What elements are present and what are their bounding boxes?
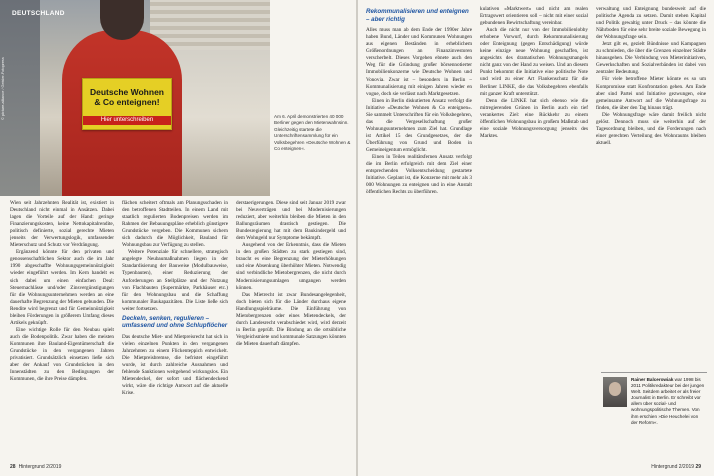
paragraph: Einen in Berlin diskutierten Ansatz verfolgt die Initiative »Deutsche Wohnen & Co enteignen«. Sie sammelt Unterschriften für ein Volksbegehren, das die Vergesellschaftung großer Wohnungsunternehmen zum Ziel hat. Grundlage ist Artikel 15 des Grundgesetzes, der die Überführung von Grund und Boden in Gemeineigentum ermöglicht.	[366, 97, 472, 153]
photo-background-left	[0, 0, 40, 196]
author-box	[601, 372, 707, 453]
paragraph: Ergänzend könnte für den privaten und genossenschaftlichen Sektor auch die im Jahr 1990 abgeschaffte Wohnungsgemeinnützigkeit wieder eingeführt werden. Im Kern handelt es sich dabei um einen einfachen Deal: Steuernachlässe und/oder Zinsvergünstigungen für die Wohnungsunternehmen werden an eine dauerhafte Begrenzung der Mieten gebunden. Die Rendite wird begrenzt und für Gemeinnützigkeit bleiben Förderungen in größerem Umfang dieses Artikels geknüpft.	[10, 249, 114, 326]
photo-credit: © picture-alliance / Geisler-Fotopress	[1, 57, 5, 120]
protest-sign-strip-text: Hier unterschreiben	[100, 117, 154, 123]
protest-sign	[82, 78, 172, 130]
author-face	[609, 382, 621, 396]
paragraph: Eine wichtige Rolle für den Neubau spielt auch die Bodenpolitik. Zwar haben die meisten Kommunen ihre Bauland-Eigentümerschaft die Grundstücke in den vergangenen Jahren privatisiert. Grundsätzlich einsetzen ließe sich aber der Ankauf von Grundstücken in den Innenstädten zu den Bedingungen der Kommunen, die ihre Preise dämpfen.	[10, 326, 114, 383]
right-column-2	[480, 6, 588, 458]
right-column-3	[596, 6, 706, 366]
page-number: 29	[695, 464, 701, 470]
issue-label: Hintergrund 2/2019	[651, 464, 695, 470]
left-column-3	[236, 200, 346, 458]
paragraph: Die Wohnungsfrage wäre damit freilich nicht gelöst. Dennoch muss sie weiterhin auf der Tagesordnung bleiben, und die Forderungen nach einer gerechten Verteilung des Wohnraums bleiben aktuell.	[596, 111, 706, 146]
paragraph: Einen in Teilen realitätsfernen Ansatz verfolgt die im Berlin erfolgreich mit dem Ziel einer entsprechenden Volksentscheidung gestartete Initiative. Geplant ist, die Konzerne mit mehr als 3 000 Wohnungen zu enteignen und in eine Anstalt öffentlichen Rechts zu überführen.	[366, 154, 472, 196]
paragraph: Jetzt gilt es, gezielt Bündnisse und Kampagnen zu schmieden, die über die Grenzen einzelner Städte hinausgehen. Die Verbindung von Mieterinitiativen, Gewerkschaften und Sozialverbänden ist dabei von zentraler Bedeutung.	[596, 41, 706, 76]
right-page	[358, 0, 714, 476]
paragraph: Auch die nicht nur von der Immobilienlobby erhobene Vorwurf, durch Rekommunalisierung oder Enteignung (gegen Entschädigung) würde keine einzige neue Wohnung geschaffen, ist angesichts des dramatischen Wohnungsmangels nicht ganz von der Hand zu weisen. Und an diesem Punkt bekommt die Initiative eine politische Note und wird zu einer Art Flankenschutz für die Berliner LINKE, die das Volksbegehren ebenfalls mit ganzer Kraft unterstützt.	[480, 27, 588, 97]
paragraph: Wien seit Jahrzehnten Realität ist, existiert in Deutschland nicht einmal in Ansätzen. Dabei lagen die Vorteile auf der Hand: geringe Finanzierungskosten, keine Nettokapitalrendite, politisch definierte, sozial gerechte Mieten jenseits der Verwertungslogik, umfassender Mieterschutz und Schutz vor Verdrängung.	[10, 200, 114, 249]
paragraph: kulativen »Marktwert« und nicht am realen Ertragswert orientieren soll – nicht mit einer sozial gebundenen Bewirtschaftung vereinbar.	[480, 6, 588, 27]
left-column-1	[10, 200, 114, 458]
left-page	[0, 0, 356, 476]
issue-label: Hintergrund 2/2019	[18, 464, 62, 470]
paragraph: Für viele betroffene Mieter könnte es so um Kompromisse statt Konfrontation gehen. Am Ende aber sind Partei und Initiative gezwungen, eine gemeinsame Antwort auf die Wohnungsfrage zu finden, die über den Tag hinaus trägt.	[596, 76, 706, 111]
paragraph: flächen scheitert oftmals am Planungsschaden in den betroffenen Stadtteilen. In einem Land mit staatlich regulierten Bodenpreisen werden im Rahmen der Bebauungspläne erheblich günstigere Grundstücke vergeben. Die Kommunen sichern sich dadurch die Möglichkeit, Bauland für Wohnungsbau zur Verfügung zu stellen.	[122, 200, 228, 249]
right-column-1	[366, 6, 472, 458]
paragraph: derstaerigerungen. Diese sind seit Januar 2019 zwar bei Neuverträgen und bei Modernisierungen reduziert, aber weiterhin bleiben die Mieten in den Ballungsräumen drastisch gestiegen. Die Bundesregierung hat mit dem Baukindergeld und dem Wohngeld nur Symptome bekämpft.	[236, 200, 346, 242]
protest-sign-text: Deutsche Wohnen & Co enteignen!	[90, 87, 164, 107]
page-footer-right	[651, 464, 704, 470]
demonstration-photo	[0, 0, 270, 196]
paragraph: Das Mietrecht ist zwar Bundesangelegenheit, doch bieten sich für die Länder durchaus eigene Handlungsspielräume. Die Einführung von Mietobergrenzen oder eines Mietendeckels, der durch Landesrecht verabschiedet wird, wird derzeit in Berlin geprüft. Die Bindung an die ortsübliche Vergleichsmiete und kommunale Satzungen könnten die Mieten dauerhaft dämpfen.	[236, 291, 346, 347]
page-footer-left	[10, 464, 61, 470]
page-number: 28	[10, 464, 16, 470]
paragraph: Alles muss man ab dem Ende der 1990er Jahre haben Bund, Länder und Kommunen Wohnungen aus eigenen Beständen in erheblichem Größenordnungen an Finanzinvestoren verscherbelt. Dieses Vorgehen ebnete auch den Weg für die Gründung großer börsennotierter Immobilienkonzerne wie Deutsche Wohnen und Vonovia. Zwar ist – besonders in Berlin – Kommunalisierung mit einigen Jahren wieder en vogue, doch sie verlässt nach Marktgesetzen.	[366, 27, 472, 97]
author-bio	[631, 377, 706, 426]
author-name: Rainer Balcerowiak	[631, 377, 674, 382]
left-column-2	[122, 200, 228, 458]
section-heading: Deckeln, senken, regulieren – umfassend und ohne Schlupflöcher	[122, 314, 228, 330]
paragraph: Denn die LINKE hat sich ebenso wie die mitregierenden Grünen in Berlin auch ein tief verankertes Ziel: eine Rückkehr zu einem öffentlichen Wohnungsbau in großem Maßstab und eine soziale Wohnungsversorgung jenseits des Marktes.	[480, 97, 588, 139]
author-photo	[603, 377, 627, 407]
photo-building-stripes	[150, 0, 270, 50]
paragraph: Weitere Potenziale für schnellere, strategisch angelegte Neubaumaßnahmen liegen in der Standardisierung der Bauweise (Modulbauweise, Typenbauten), einer Reduzierung der Anforderungen an Stellplätze und der Nutzung von Flachbauten (Supermärkte, Parkhäuser etc.) für den Wohnungsbau und die Schaffung kommunaler Baukapazitäten. Die Liste ließe sich weiter fortsetzen.	[122, 249, 228, 312]
section-tag: DEUTSCHLAND	[12, 10, 65, 17]
paragraph: Ausgehend von der Erkenntnis, dass die Mieten in den großen Städten zu stark gestiegen sind, braucht es eine Begrenzung der Mieterhöhungen und eine Absenkung überhöhter Mieten. Notwendig sind verbindliche Mietobergrenzen, die nicht durch Modernisierungsumlagen umgangen werden können.	[236, 242, 346, 291]
section-heading: Rekommunalisieren und enteignen – aber richtig	[366, 8, 469, 23]
protest-sign-strip	[83, 116, 171, 125]
paragraph: verwaltung und Enteignung bundesweit auf die politische Agenda zu setzen. Damit stehen Kapital und Politik gewaltig unter Druck – das könnte die Nährboden für eine sehr breite soziale Bewegung in der Wohnungsfrage sein.	[596, 6, 706, 41]
photo-caption: Am 6. April demonstrierten 40 000 Berliner gegen den Mietenwahnsinn. Gleichzeitig startete die Unterschriftensammlung für ein Volksbegehren »Deutsche Wohnen & Co enteignen«.	[274, 114, 351, 152]
paragraph: Das deutsche Miet- und Mietpreisrecht hat sich in vielen einzelnen Punkten in den vergangenen Jahrzehnten zu einem Flickenteppich entwickelt. Die Mietpreisbremse, die befristet eingeführt wurde, ist durch zahlreiche Ausnahmen und fehlende Sanktionen weitgehend wirkungslos. Ein Mietendeckel, der sofort und flächendeckend wirkt, wäre die richtige Antwort auf die aktuelle Krise.	[122, 333, 228, 397]
author-bio-text: war 1998 bis 2011 Politikredakteur bei der jungen Welt. Seitdem arbeitet er als freier Journalist in Berlin. Er schreibt vor allem über sozial- und wohnungspolitische Themen. Von ihm erschien »Die Heuchelei von der Reform«.	[631, 377, 705, 425]
